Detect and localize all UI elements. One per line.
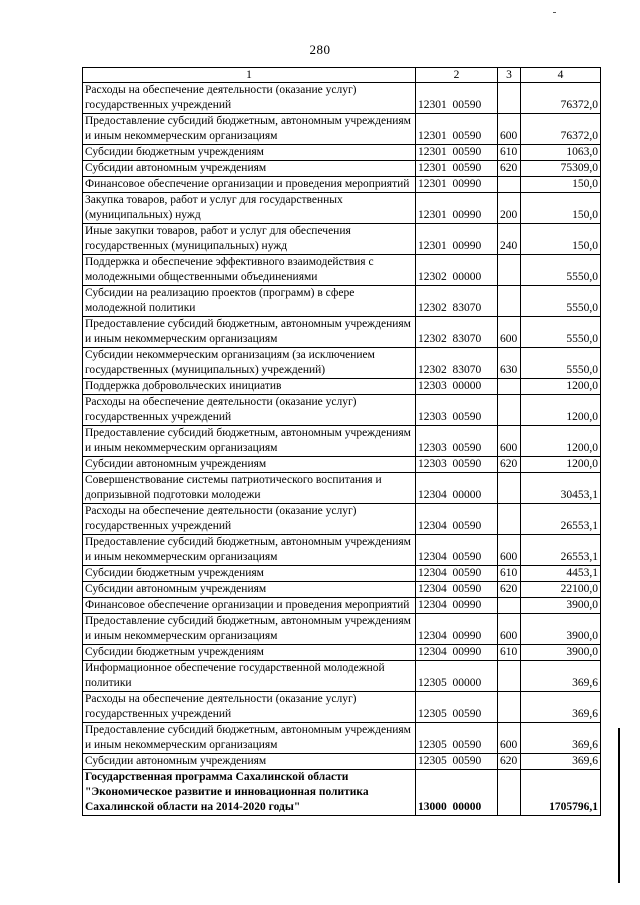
row-type-cell bbox=[498, 286, 521, 317]
row-type-cell bbox=[498, 598, 521, 614]
row-amount-cell: 3900,0 bbox=[521, 614, 601, 645]
row-type-cell: 600 bbox=[498, 535, 521, 566]
table-row bbox=[83, 224, 601, 255]
row-type-cell: 620 bbox=[498, 161, 521, 177]
row-code-cell: 12304 00990 bbox=[416, 645, 498, 661]
table-header-row bbox=[83, 68, 601, 83]
row-amount-cell: 26553,1 bbox=[521, 504, 601, 535]
table-row bbox=[83, 723, 601, 754]
table-row bbox=[83, 535, 601, 566]
row-code-cell: 12303 00000 bbox=[416, 379, 498, 395]
row-amount-cell: 5550,0 bbox=[521, 286, 601, 317]
row-type-cell: 610 bbox=[498, 645, 521, 661]
row-name-cell: Расходы на обеспечение деятельности (оказание услуг) государственных учреждений bbox=[83, 504, 416, 535]
row-code-cell: 12301 00990 bbox=[416, 224, 498, 255]
row-name-cell: Поддержка добровольческих инициатив bbox=[83, 379, 416, 395]
row-code-cell: 12304 00000 bbox=[416, 473, 498, 504]
table-row bbox=[83, 177, 601, 193]
row-amount-cell: 369,6 bbox=[521, 661, 601, 692]
row-name-cell: Предоставление субсидий бюджетным, автономным учреждениям и иным некоммерческим организациям bbox=[83, 535, 416, 566]
row-name-cell: Иные закупки товаров, работ и услуг для обеспечения государственных (муниципальных) нужд bbox=[83, 224, 416, 255]
table-row bbox=[83, 770, 601, 816]
row-type-cell: 610 bbox=[498, 566, 521, 582]
row-name-cell: Субсидии автономным учреждениям bbox=[83, 161, 416, 177]
row-type-cell: 620 bbox=[498, 582, 521, 598]
table-row bbox=[83, 504, 601, 535]
row-name-cell: Предоставление субсидий бюджетным, автономным учреждениям и иным некоммерческим организациям bbox=[83, 614, 416, 645]
row-name-cell: Информационное обеспечение государственной молодежной политики bbox=[83, 661, 416, 692]
row-type-cell: 600 bbox=[498, 614, 521, 645]
row-code-cell: 12302 83070 bbox=[416, 286, 498, 317]
row-code-cell: 12301 00590 bbox=[416, 83, 498, 114]
row-code-cell: 12301 00590 bbox=[416, 161, 498, 177]
header-column-type: 3 bbox=[498, 68, 521, 83]
row-name-cell: Субсидии бюджетным учреждениям bbox=[83, 145, 416, 161]
row-amount-cell: 369,6 bbox=[521, 754, 601, 770]
row-type-cell bbox=[498, 379, 521, 395]
row-amount-cell: 76372,0 bbox=[521, 114, 601, 145]
row-amount-cell: 75309,0 bbox=[521, 161, 601, 177]
budget-table-body bbox=[83, 68, 601, 816]
row-code-cell: 12305 00000 bbox=[416, 661, 498, 692]
row-type-cell bbox=[498, 770, 521, 816]
table-row bbox=[83, 426, 601, 457]
row-type-cell bbox=[498, 83, 521, 114]
row-type-cell: 240 bbox=[498, 224, 521, 255]
table-row bbox=[83, 661, 601, 692]
row-name-cell: Предоставление субсидий бюджетным, автономным учреждениям и иным некоммерческим организациям bbox=[83, 426, 416, 457]
row-type-cell: 620 bbox=[498, 754, 521, 770]
row-amount-cell: 1200,0 bbox=[521, 457, 601, 473]
row-type-cell bbox=[498, 395, 521, 426]
row-type-cell: 600 bbox=[498, 426, 521, 457]
row-code-cell: 12304 00590 bbox=[416, 582, 498, 598]
row-name-cell: Закупка товаров, работ и услуг для государственных (муниципальных) нужд bbox=[83, 193, 416, 224]
row-type-cell bbox=[498, 504, 521, 535]
row-code-cell: 12304 00990 bbox=[416, 598, 498, 614]
row-code-cell: 12301 00590 bbox=[416, 145, 498, 161]
budget-table bbox=[82, 67, 601, 816]
page-number: 280 bbox=[309, 42, 331, 57]
row-name-cell: Субсидии автономным учреждениям bbox=[83, 582, 416, 598]
row-name-cell: Поддержка и обеспечение эффективного взаимодействия с молодежными общественными объединениями bbox=[83, 255, 416, 286]
row-name-cell: Субсидии автономным учреждениям bbox=[83, 754, 416, 770]
row-name-cell: Субсидии на реализацию проектов (программ) в сфере молодежной политики bbox=[83, 286, 416, 317]
row-code-cell: 12304 00590 bbox=[416, 504, 498, 535]
table-row bbox=[83, 83, 601, 114]
table-row bbox=[83, 286, 601, 317]
row-type-cell bbox=[498, 661, 521, 692]
row-amount-cell: 1200,0 bbox=[521, 395, 601, 426]
scan-speck bbox=[553, 12, 556, 13]
table-row bbox=[83, 379, 601, 395]
row-name-cell: Финансовое обеспечение организации и проведения мероприятий bbox=[83, 177, 416, 193]
table-row bbox=[83, 614, 601, 645]
row-amount-cell: 26553,1 bbox=[521, 535, 601, 566]
row-type-cell bbox=[498, 177, 521, 193]
row-code-cell: 12301 00590 bbox=[416, 114, 498, 145]
row-name-cell: Расходы на обеспечение деятельности (оказание услуг) государственных учреждений bbox=[83, 83, 416, 114]
row-code-cell: 12301 00990 bbox=[416, 193, 498, 224]
row-amount-cell: 1705796,1 bbox=[521, 770, 601, 816]
table-row bbox=[83, 582, 601, 598]
row-amount-cell: 150,0 bbox=[521, 193, 601, 224]
row-name-cell: Предоставление субсидий бюджетным, автономным учреждениям и иным некоммерческим организациям bbox=[83, 723, 416, 754]
row-code-cell: 12304 00590 bbox=[416, 535, 498, 566]
row-type-cell bbox=[498, 692, 521, 723]
row-code-cell: 12304 00990 bbox=[416, 614, 498, 645]
row-type-cell: 600 bbox=[498, 114, 521, 145]
row-type-cell: 630 bbox=[498, 348, 521, 379]
table-row bbox=[83, 645, 601, 661]
row-amount-cell: 30453,1 bbox=[521, 473, 601, 504]
row-code-cell: 12302 83070 bbox=[416, 348, 498, 379]
row-amount-cell: 5550,0 bbox=[521, 317, 601, 348]
row-amount-cell: 5550,0 bbox=[521, 255, 601, 286]
row-name-cell: Финансовое обеспечение организации и проведения мероприятий bbox=[83, 598, 416, 614]
row-code-cell: 12305 00590 bbox=[416, 692, 498, 723]
row-amount-cell: 1200,0 bbox=[521, 379, 601, 395]
row-amount-cell: 150,0 bbox=[521, 224, 601, 255]
table-row bbox=[83, 598, 601, 614]
row-type-cell: 600 bbox=[498, 317, 521, 348]
row-amount-cell: 150,0 bbox=[521, 177, 601, 193]
table-row bbox=[83, 255, 601, 286]
table-row bbox=[83, 692, 601, 723]
table-row bbox=[83, 161, 601, 177]
row-amount-cell: 4453,1 bbox=[521, 566, 601, 582]
row-type-cell: 610 bbox=[498, 145, 521, 161]
table-row bbox=[83, 457, 601, 473]
table-row bbox=[83, 348, 601, 379]
row-name-cell: Субсидии автономным учреждениям bbox=[83, 457, 416, 473]
table-row bbox=[83, 566, 601, 582]
row-amount-cell: 3900,0 bbox=[521, 645, 601, 661]
row-amount-cell: 22100,0 bbox=[521, 582, 601, 598]
row-code-cell: 12303 00590 bbox=[416, 457, 498, 473]
row-amount-cell: 1063,0 bbox=[521, 145, 601, 161]
row-name-cell: Совершенствование системы патриотического воспитания и допризывной подготовки молодежи bbox=[83, 473, 416, 504]
row-name-cell: Предоставление субсидий бюджетным, автономным учреждениям и иным некоммерческим организациям bbox=[83, 317, 416, 348]
row-code-cell: 12301 00990 bbox=[416, 177, 498, 193]
row-amount-cell: 1200,0 bbox=[521, 426, 601, 457]
header-column-code: 2 bbox=[416, 68, 498, 83]
table-row bbox=[83, 317, 601, 348]
table-row bbox=[83, 473, 601, 504]
row-code-cell: 12303 00590 bbox=[416, 395, 498, 426]
row-type-cell: 600 bbox=[498, 723, 521, 754]
table-row bbox=[83, 114, 601, 145]
row-code-cell: 12305 00590 bbox=[416, 754, 498, 770]
row-name-cell: Расходы на обеспечение деятельности (оказание услуг) государственных учреждений bbox=[83, 395, 416, 426]
row-amount-cell: 76372,0 bbox=[521, 83, 601, 114]
row-amount-cell: 5550,0 bbox=[521, 348, 601, 379]
row-code-cell: 12302 00000 bbox=[416, 255, 498, 286]
row-name-cell: Субсидии бюджетным учреждениям bbox=[83, 645, 416, 661]
row-amount-cell: 369,6 bbox=[521, 692, 601, 723]
row-amount-cell: 3900,0 bbox=[521, 598, 601, 614]
row-code-cell: 12304 00590 bbox=[416, 566, 498, 582]
header-column-name: 1 bbox=[83, 68, 416, 83]
row-name-cell: Государственная программа Сахалинской области "Экономическое развитие и инновационная политика Сахалинской области на 2014-2020 годы" bbox=[83, 770, 416, 816]
row-code-cell: 12302 83070 bbox=[416, 317, 498, 348]
row-name-cell: Субсидии некоммерческим организациям (за исключением государственных (муниципальных) учреждений) bbox=[83, 348, 416, 379]
row-code-cell: 12303 00590 bbox=[416, 426, 498, 457]
table-row bbox=[83, 754, 601, 770]
table-row bbox=[83, 395, 601, 426]
row-type-cell: 200 bbox=[498, 193, 521, 224]
row-amount-cell: 369,6 bbox=[521, 723, 601, 754]
row-name-cell: Предоставление субсидий бюджетным, автономным учреждениям и иным некоммерческим организациям bbox=[83, 114, 416, 145]
row-type-cell bbox=[498, 255, 521, 286]
row-name-cell: Расходы на обеспечение деятельности (оказание услуг) государственных учреждений bbox=[83, 692, 416, 723]
row-name-cell: Субсидии бюджетным учреждениям bbox=[83, 566, 416, 582]
row-type-cell: 620 bbox=[498, 457, 521, 473]
row-code-cell: 13000 00000 bbox=[416, 770, 498, 816]
table-row bbox=[83, 193, 601, 224]
header-column-amount: 4 bbox=[521, 68, 601, 83]
row-type-cell bbox=[498, 473, 521, 504]
margin-binding-mark bbox=[618, 728, 620, 883]
row-code-cell: 12305 00590 bbox=[416, 723, 498, 754]
table-row bbox=[83, 145, 601, 161]
